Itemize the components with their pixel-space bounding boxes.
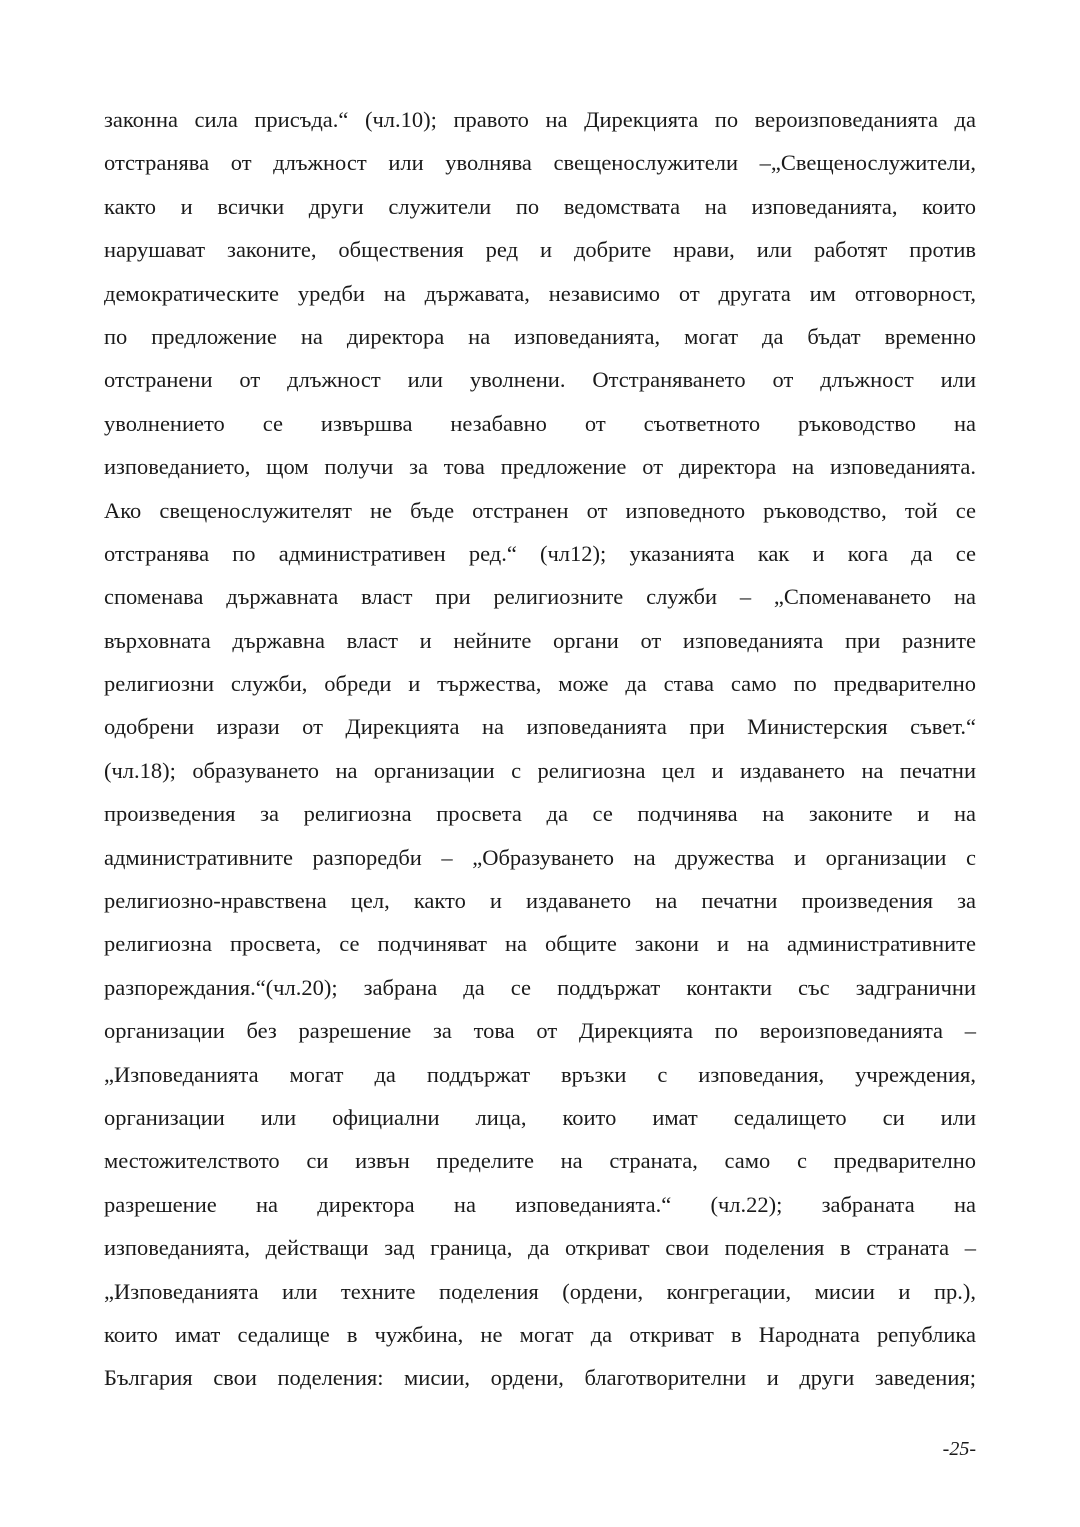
page-number: -25-	[942, 1438, 976, 1460]
body-text	[104, 98, 976, 1400]
text-line: разрешение на директора на изповеданията.“ (чл.22); забраната на	[104, 1191, 976, 1217]
text-line: върховната държавна власт и нейните органи от изповеданията при разните	[104, 627, 976, 653]
text-line: споменава държавната власт при религиозните служби – „Споменаването на	[104, 584, 976, 610]
text-line: изповеданията, действащи зад граница, да откриват свои поделения в страната –	[104, 1235, 976, 1261]
text-line: местожителството си извън пределите на страната, само с предварително	[104, 1148, 976, 1174]
text-line: произведения за религиозна просвета да се подчинява на законите и на	[104, 801, 976, 827]
text-line: България свои поделения: мисии, ордени, благотворителни и други заведения;	[104, 1365, 976, 1391]
text-line: изповеданието, щом получи за това предложение от директора на изповеданията.	[104, 454, 976, 480]
text-line: религиозна просвета, се подчиняват на общите закони и на административните	[104, 931, 976, 957]
text-line: по предложение на директора на изповеданията, могат да бъдат временно	[104, 323, 976, 349]
text-line: както и всички други служители по ведомствата на изповеданията, които	[104, 193, 976, 219]
text-line: отстранява по административен ред.“ (чл12); указанията как и кога да се	[104, 540, 976, 566]
text-line: отстранява от длъжност или уволнява свещенослужители –„Свещенослужители,	[104, 150, 976, 176]
text-line: религиозно-нравствена цел, както и издаването на печатни произведения за	[104, 888, 976, 914]
text-line: „Изповеданията могат да поддържат връзки с изповедания, учреждения,	[104, 1061, 976, 1087]
text-line: одобрени изрази от Дирекцията на изповеданията при Министерския съвет.“	[104, 714, 976, 740]
text-line: (чл.18); образуването на организации с религиозна цел и издаването на печатни	[104, 757, 976, 783]
text-line: разпореждания.“(чл.20); забрана да се поддържат контакти със задгранични	[104, 974, 976, 1000]
text-line: нарушават законите, обществения ред и добрите нрави, или работят против	[104, 237, 976, 263]
text-line: законна сила присъда.“ (чл.10); правото на Дирекцията по вероизповеданията да	[104, 107, 976, 132]
text-line: организации или официални лица, които имат седалището си или	[104, 1104, 976, 1130]
text-line: които имат седалище в чужбина, не могат да откриват в Народната република	[104, 1321, 976, 1347]
text-line: уволнението се извършва незабавно от съответното ръководство на	[104, 410, 976, 436]
text-line: отстранени от длъжност или уволнени. Отстраняването от длъжност или	[104, 367, 976, 393]
text-line: организации без разрешение за това от Дирекцията по вероизповеданията –	[104, 1018, 976, 1044]
text-line: религиозни служби, обреди и тържества, може да става само по предварително	[104, 671, 976, 697]
text-line: „Изповеданията или техните поделения (ордени, конгрегации, мисии и пр.),	[104, 1278, 976, 1304]
text-line: демократическите уредби на държавата, независимо от другата им отговорност,	[104, 280, 976, 306]
text-line: административните разпоредби – „Образуването на дружества и организации с	[104, 844, 976, 870]
text-line: Ако свещенослужителят не бъде отстранен от изповедното ръководство, той се	[104, 497, 976, 523]
